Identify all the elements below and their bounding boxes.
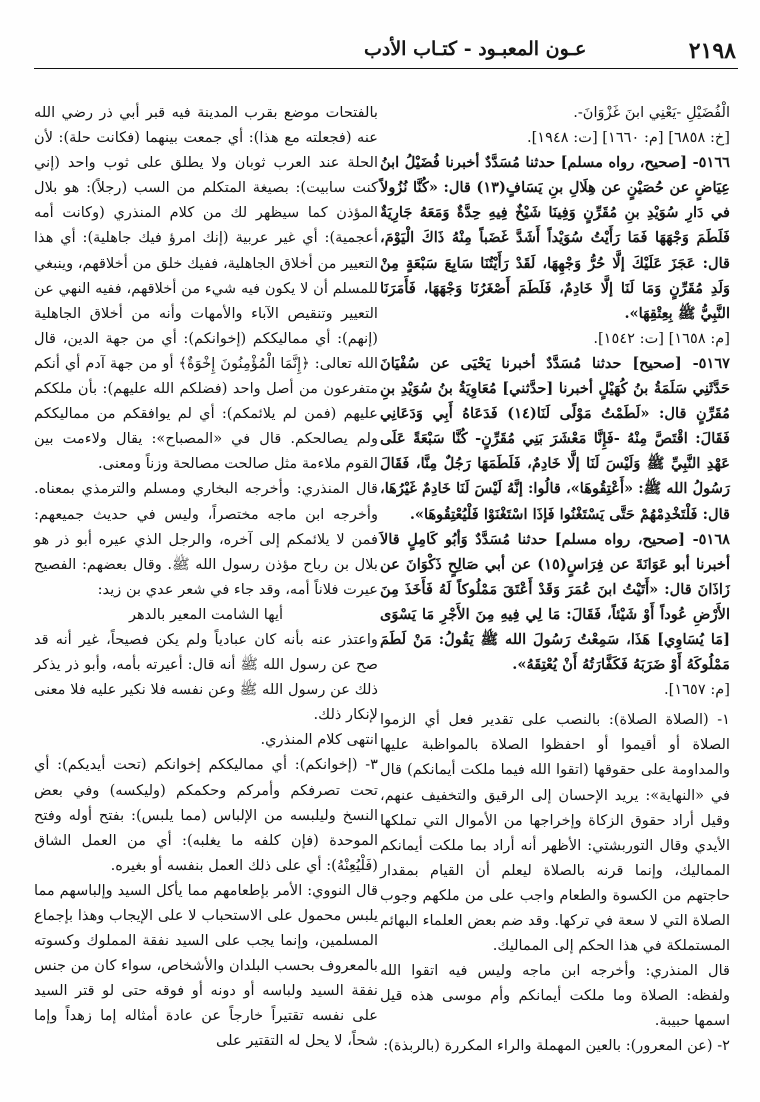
commentary-note-3: ٣- (إخوانكم): أي مماليككم إخوانكم (تحت أيديكم): أي تحت تصرفكم وأمركم وحكمكم (وليكسه) وفي بعض النسخ وليلبسه من الإلباس (مما يلبس): بفتح أوله وفتح الموحدة (فإن كلفه ما يغلبه): أي من العمل الشاق (فَلْيُعِنْهُ): أي على ذلك العمل بنفسه أو بغيره. (34, 756, 378, 874)
hadith-5168: ٥١٦٨- [صحيح، رواه مسلم] حدثنا مُسَدَّدٌ وَأبُو كَامِلٍ قالاَ أخبرنا أبو عَوَانَةَ عن فِرَاسٍ(١٥) عن أبي صَالِحٍ ذَكْوَانَ عن زَاذَانَ قال: «أَتَيْتُ ابنَ عُمَرَ وَقَدْ أَعْتَقَ مَمْلُوكاً لَهُ فَأَخَذَ مِنَ الأَرْضِ عُوداً أَوْ شَيْئاً، فَقَالَ: مَا لِي فِيهِ مِنَ الأَجْرِ مَا يَسْوَى [مَا يُسَاوِي] هَذَا، سَمِعْتُ رَسُولَ الله ﷺ يَقُولُ: مَنْ لَطَمَ مَمْلُوكَهُ أَوْ ضَرَبَهُ فَكَفَّارَتُهُ أَنْ يُعْتِقَهُ». (380, 530, 731, 674)
commentary-paragraph: واعتذر عنه بأنه كان عبادياً ولم يكن فصيحاً، غير أنه قد صح عن رسول الله ﷺ أنه قال: أعيرته بأمه، وأبو ذر يذكر ذلك عن رسول الله ﷺ وعن نفسه فلا نكير عليه فلا معنى لإنكار ذلك. (34, 630, 378, 724)
commentary-note-1: ١- (الصلاة الصلاة): بالنصب على تقدير فعل أي الزموا الصلاة أو أقيموا أو احفظوا الصلاة بالمواظبة عليها والمداومة على حقوقها (اتقوا الله فيما ملكت أيمانكم) قال في «النهاية»: يريد الإحسان إلى الرقيق والتخفيف عنهم، وقيل أراد حقوق الزكاة وإخراجها من الأموال التي تملكها الأيدي وقال التوربشتي: الأظهر أنه أراد بما ملكت أيمانكم المماليك، وإنما قرنه بالصلاة ليعلم أن القيام بمقدار حاجتهم من الكسوة والطعام واجب على من ملكهم وجوب الصلاة التي لا سعة في تركها. وقد ضم بعض العلماء البهائم المستملكة في هذا الحكم إلى المماليك. (380, 711, 730, 955)
commentary-note-2: ٢- (عن المعرور): بالعين المهملة والراء المكررة (بالربذة): (383, 1037, 730, 1055)
running-title: عـون المعبـود - كتـاب الأدب (364, 38, 587, 60)
poetry-verse: أيها الشامت المعير بالدهر (128, 605, 284, 623)
page-number: ٢١٩٨ (688, 38, 736, 64)
mundhiri-note: قال المنذري: وأخرجه ابن ماجه وليس فيه اتقوا الله ولفظه: الصلاة وما ملكت أيمانكم وأم موسى هذه قيل اسمها حبيبة. (380, 962, 730, 1030)
hadith-reference: [خ: ٦٨٥٨] [م: ١٦٦٠] [ت: ١٩٤٨]. (526, 129, 730, 147)
mundhiri-paragraph: قال المنذري: وأخرجه البخاري ومسلم والترمذي بمعناه. وأخرجه ابن ماجه مختصراً، وليس في حديث جميعهم: فمن لا يلائمكم إلى آخره، والرجل الذي عيره أبو ذر هو بلال بن رباح مؤذن رسول الله ﷺ. وقال بعضهم: الفصيح عيرت فلاناً أمه، وقد جاء في شعر عدي بن زيد: (34, 480, 378, 598)
hadith-reference: [م: ١٦٥٧]. (664, 681, 730, 699)
left-column (34, 100, 378, 1054)
header-rule (34, 68, 738, 69)
page-header (34, 34, 738, 68)
right-column (380, 100, 730, 1059)
hadith-5166: ٥١٦٦- [صحيح، رواه مسلم] حدثنا مُسَدَّدٌ أخبرنا فُضَيْلُ ابنُ عِيَاضٍ عن حُصَيْنٍ عن هِلَالِ بنِ يَسَافٍ(١٣) قال: «كُنَّا نُزُولاً في دَارِ سُوَيْدِ بنِ مُقَرِّنٍ وَفِينَا شَيْخٌ فِيهِ حِدَّةٌ وَمَعَهُ جَارِيَةٌ فَلَطَمَ وَجْهَهَا فَمَا رَأَيْتُ سُوَيْداً أَشَدَّ غَضَباً مِنْهُ ذَاكَ الْيَوْمَ، قال: عَجَزَ عَلَيْكَ إلَّا حُرُّ وَجْهِهَا، لَقَدْ رَأَيْتُنَا سَابِعَ سَبْعَةٍ مِنْ وَلَدِ مُقَرِّنٍ وَمَا لَنَا إلَّا خَادِمٌ، فَلَطَمَ أَصْغَرُنَا وَجْهَهَا، فَأَمَرَنَا النَّبِيُّ ﷺ بِعِتْقِهَا». (380, 154, 731, 322)
commentary-paragraph: بالفتحات موضع بقرب المدينة فيه قبر أبي ذر رضي الله عنه (فجعلته مع هذا): أي جمعت بينهما (فكانت حلة): لأن الحلة عند العرب ثوبان ولا يطلق على ثوب واحد (إني كنت سابيت): بصيغة المتكلم من السب (رجلاً): هو بلال المؤذن كما سيظهر لك من كلام المنذري (وكانت أمه أعجمية): أي غير عربية (إنك امرؤ فيك جاهلية): أي هذا التعيير من أخلاق الجاهلية، ففيك خلق من أخلاقهم، وينبغي للمسلم أن لا يكون فيه شيء من أخلاقهم، ففيه النهي عن التعيير وتنقيص الآباء والأمهات وأنه من أخلاق الجاهلية (إنهم): أي مماليككم (إخوانكم): أي من جهة الدين، قال الله تعالى: ﴿إِنَّمَا الْمُؤْمِنُونَ إِخْوَةٌ﴾ أو من جهة آدم أي أنكم متفرعون من أصل واحد (فضلكم الله عليهم): بأن ملككم عليهم (فمن لم يلائمكم): أي لم يوافقكم من مماليككم ولم يصالحكم. قال في «المصباح»: يقال ولاءمت بين القوم ملاءمة مثل صالحت مصالحة وزناً ومعنى. (34, 104, 378, 473)
nawawi-paragraph: قال النووي: الأمر بإطعامهم مما يأكل السيد وإلباسهم مما يلبس محمول على الاستحباب لا على الإيجاب وهذا بإجماع المسلمين، وإنما يجب على السيد نفقة المملوك وكسوته بالمعروف بحسب البلدان والأشخاص، سواء كان من جنس نفقة السيد ولباسه أو دونه أو فوقه حتى لو قتر السيد على نفسه تقتيراً خارجاً عن عادة أمثاله إما زهداً وإما شحاً، لا يحل له التقتير على (34, 881, 378, 1050)
hadith-5167: ٥١٦٧- [صحيح] حدثنا مُسَدَّدٌ أخبرنا يَحْيَى عن سُفْيَانَ حَدَّثَنِي سَلَمَةُ بنُ كُهَيْلٍ أخبرنا [حدَّثني] مُعَاوِيَةُ بنُ سُوَيْدِ بنِ مُقَرِّنٍ قال: «لَطَمْتُ مَوْلًى لَنَا(١٤) فَدَعَاهُ أَبِي وَدَعَانِي فَقَالَ: اقْتَصَّ مِنْهُ -فَإِنَّا مَعْشَرَ بَنِي مُقَرِّنٍ- كُنَّا سَبْعَةً عَلَى عَهْدِ النَّبِيِّ ﷺ وَلَيْسَ لَنَا إلَّا خَادِمٌ، فَلَطَمَهَا رَجُلٌ مِنَّا، فَقَالَ رَسُولُ الله ﷺ: «أَعْتِقُوهَا»، قالُوا: إنَّهُ لَيْسَ لَنَا خَادِمٌ غَيْرُهَا، قال: فَلْتَخْدِمْهُمْ حَتَّى يَسْتَغْنُوا فَإذَا اسْتَغْنَوْا فَلْيُعْتِقُوهَا». (380, 354, 730, 523)
hadith-chain-end: الْفُضَيْلِ -يَعْنِي ابنَ غَزْوَانَ-. (573, 104, 730, 121)
closing-remark: انتهى كلام المنذري. (260, 731, 378, 749)
hadith-reference: [م: ١٦٥٨] [ت: ١٥٤٢]. (593, 329, 730, 347)
